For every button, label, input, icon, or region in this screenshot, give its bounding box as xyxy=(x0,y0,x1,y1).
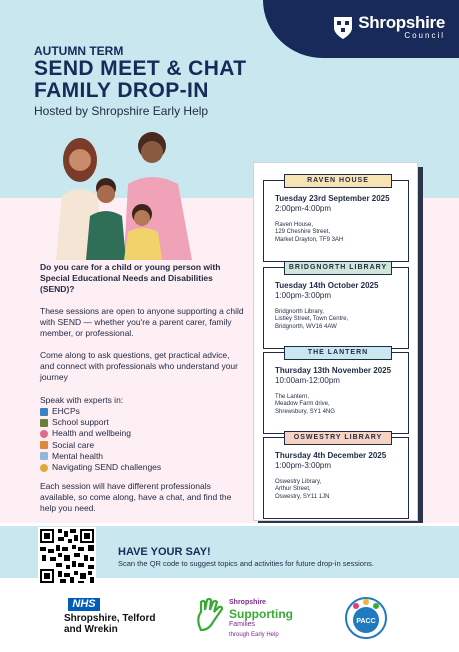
intro-question xyxy=(40,262,240,295)
address-line: Arthur Street, xyxy=(275,486,311,493)
intro-paragraph-2: Come along to ask questions, get practical advice, and connect with professionals who understand your journey xyxy=(40,350,238,382)
qr-code[interactable] xyxy=(38,527,96,585)
council-logo xyxy=(333,14,445,41)
address-line: Bridgnorth, WV16 4AW xyxy=(275,323,337,330)
venue-label: THE LANTERN xyxy=(284,346,392,360)
address-line: Oswestry, SY11 1JN xyxy=(275,493,330,500)
address-line: Listley Street, Town Centre, xyxy=(275,316,349,323)
nhs-logo xyxy=(64,598,156,635)
heart-icon xyxy=(40,430,48,438)
experts-list xyxy=(40,406,161,473)
pacc-label: PACC xyxy=(356,618,376,625)
session-date: Tuesday 14th October 2025 xyxy=(275,281,379,290)
list-item xyxy=(40,406,161,417)
list-item xyxy=(40,451,161,462)
venue-label: OSWESTRY LIBRARY xyxy=(284,431,392,445)
supporting-families-logo xyxy=(195,598,293,640)
address-line: Market Drayton, TF9 3AH xyxy=(275,236,344,243)
title-line-2: FAMILY DROP-IN xyxy=(34,79,209,102)
have-your-say-text: Scan the QR code to suggest topics and activities for future drop-in sessions. xyxy=(118,559,374,568)
session-time: 1:00pm-3:00pm xyxy=(275,291,332,300)
hand-icon xyxy=(195,598,225,632)
book-icon xyxy=(40,408,48,416)
experts-title: Speak with experts in: xyxy=(40,395,124,405)
session-time: 2:00pm-4:00pm xyxy=(275,204,332,213)
family-illustration xyxy=(42,126,202,260)
intro-paragraph-1: These sessions are open to anyone supporting a child with SEND — whether you're a parent carer, family member, or professional. xyxy=(40,306,244,338)
page-title xyxy=(34,58,247,102)
council-banner xyxy=(263,0,459,58)
sessions-card xyxy=(253,162,418,521)
nhs-line-2: and Wrekin xyxy=(64,624,118,635)
brain-icon xyxy=(40,452,48,460)
school-icon xyxy=(40,419,48,427)
pacc-logo xyxy=(344,596,388,640)
session-date: Thursday 4th December 2025 xyxy=(275,451,387,460)
list-item xyxy=(40,428,161,439)
hosted-by: Hosted by Shropshire Early Help xyxy=(34,104,209,118)
term-label: AUTUMN TERM xyxy=(34,44,124,58)
expert-label: Mental health xyxy=(52,450,104,461)
have-your-say-title: HAVE YOUR SAY! xyxy=(118,546,211,558)
ssf-line-4: through Early Help xyxy=(229,632,279,638)
venue-label: BRIDGNORTH LIBRARY xyxy=(284,261,392,275)
expert-label: School support xyxy=(52,417,109,428)
council-subtitle: Council xyxy=(404,31,445,40)
session-address xyxy=(275,222,400,244)
session-address xyxy=(275,394,400,416)
expert-label: Social care xyxy=(52,439,95,450)
house-icon xyxy=(40,441,48,449)
list-item xyxy=(40,417,161,428)
list-item xyxy=(40,440,161,451)
session-card xyxy=(263,349,409,434)
session-card xyxy=(263,434,409,519)
address-line: Oswestry Library, xyxy=(275,479,322,485)
expert-label: Navigating SEND challenges xyxy=(52,462,162,473)
session-date: Thursday 13th November 2025 xyxy=(275,366,392,375)
nhs-text xyxy=(64,613,156,635)
session-time: 10:00am-12:00pm xyxy=(275,376,340,385)
shield-icon xyxy=(333,16,353,40)
compass-icon xyxy=(40,464,48,472)
intro-paragraph-3: Each session will have different professionals available, so come along, have a chat, and find the help you need. xyxy=(40,481,232,513)
session-address xyxy=(275,309,400,331)
address-line: The Lantern, xyxy=(275,394,310,400)
expert-label: Health and wellbeing xyxy=(52,428,131,439)
session-date: Tuesday 23rd September 2025 xyxy=(275,194,390,203)
venue-label: RAVEN HOUSE xyxy=(284,174,392,188)
council-name: Shropshire xyxy=(358,13,445,32)
session-address xyxy=(275,479,400,501)
address-line: Meadow Farm drive, xyxy=(275,401,330,408)
ssf-line-1: Shropshire xyxy=(229,599,266,606)
ssf-line-2: Supporting xyxy=(229,607,293,621)
list-item xyxy=(40,462,161,473)
session-card xyxy=(263,264,409,349)
address-line: Bridgnorth Library, xyxy=(275,309,324,315)
nhs-line-1: Shropshire, Telford xyxy=(64,613,156,624)
address-line: Raven House, xyxy=(275,222,314,228)
title-line-1: SEND MEET & CHAT xyxy=(34,57,247,80)
expert-label: EHCPs xyxy=(52,406,80,416)
nhs-badge: NHS xyxy=(68,598,100,611)
intro-question-text: Do you care for a child or young person with Special Educational Needs and Disabilities (SEND)? xyxy=(40,262,221,294)
address-line: 129 Cheshire Street, xyxy=(275,229,331,236)
ssf-line-3: Families xyxy=(229,621,256,628)
session-time: 1:00pm-3:00pm xyxy=(275,461,332,470)
address-line: Shrewsbury, SY1 4NG xyxy=(275,408,335,415)
session-card xyxy=(263,177,409,262)
